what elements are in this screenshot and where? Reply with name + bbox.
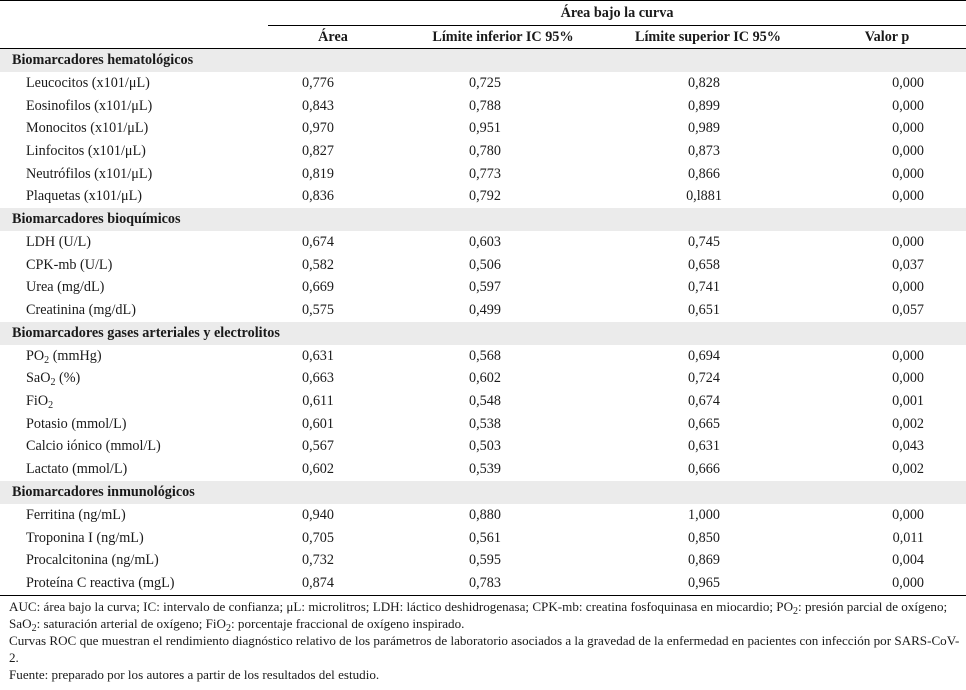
cell-area: 0,669 — [302, 279, 334, 296]
roc-note: Curvas ROC que muestran el rendimiento diagnóstico relativo de los parámetros de laboratorio asociados a la gravedad de la enfermedad en pacientes con infección por SARS-CoV-2. — [9, 632, 960, 665]
cell-lower: 0,788 — [469, 97, 501, 114]
cell-pvalue: 0,000 — [892, 188, 925, 205]
cell-lower: 0,597 — [469, 279, 501, 296]
section-title: Biomarcadores inmunológicos — [0, 481, 966, 504]
cell-pvalue: 0,000 — [892, 370, 925, 387]
cell-lower: 0,503 — [469, 438, 501, 455]
table-row — [0, 345, 966, 368]
cell-area: 0,874 — [268, 572, 398, 595]
cell-upper: 0,869 — [688, 552, 720, 569]
table-row — [0, 572, 966, 595]
cell-pvalue: 0,043 — [892, 438, 925, 455]
cell-area: 0,567 — [302, 438, 334, 455]
cell-pvalue: 0,000 — [892, 74, 925, 91]
cell-lower: 0,568 — [469, 347, 501, 364]
cell-area: 0,674 — [302, 233, 334, 250]
cell-lower: 0,602 — [469, 370, 501, 387]
table-row — [0, 231, 966, 254]
cell-upper: 0,666 — [688, 461, 720, 478]
table-row — [0, 299, 966, 322]
row-label: Monocitos (x101/μL) — [26, 120, 149, 137]
row-label: LDH (U/L) — [26, 233, 92, 250]
cell-lower: 0,603 — [469, 233, 501, 250]
cell-lower: 0,595 — [469, 552, 501, 569]
cell-pvalue: 0,000 — [892, 506, 925, 523]
cell-area: 0,970 — [302, 120, 334, 137]
cell-upper: 0,631 — [688, 438, 720, 455]
table-row — [0, 95, 966, 118]
section-header-row — [0, 49, 966, 73]
cell-pvalue: 0,001 — [892, 393, 925, 410]
cell-lower: 0,561 — [469, 529, 501, 546]
cell-pvalue: 0,057 — [892, 302, 925, 319]
cell-area: 0,776 — [302, 74, 334, 91]
row-label: Proteína C reactiva (mgL) — [0, 572, 268, 595]
table-row — [0, 140, 966, 163]
cell-pvalue: 0,000 — [892, 233, 925, 250]
cell-area: 0,827 — [302, 142, 334, 159]
cell-upper: 0,828 — [688, 74, 720, 91]
cell-area: 0,631 — [302, 347, 334, 364]
col-header-upper: Límite superior IC 95% — [608, 26, 808, 49]
cell-lower: 0,539 — [469, 461, 501, 478]
cell-lower: 0,548 — [469, 393, 501, 410]
cell-upper: 0,873 — [688, 142, 720, 159]
col-header-area: Área — [268, 26, 398, 49]
cell-upper: 0,674 — [688, 393, 720, 410]
row-label: SaO$_2$ (%) — [26, 370, 81, 389]
cell-area: 0,819 — [302, 165, 334, 182]
cell-pvalue: 0,000 — [808, 572, 966, 595]
row-label: $PO_2$ (mmHg) — [26, 347, 102, 366]
cell-area: 0,705 — [302, 529, 334, 546]
section-title: Biomarcadores gases arteriales y electrolitos — [0, 322, 966, 345]
cell-upper: 0,665 — [688, 415, 720, 432]
row-label: Eosinofilos (x101/μL) — [26, 97, 153, 114]
table-row — [0, 549, 966, 572]
table-row — [0, 72, 966, 95]
row-label: CPK-mb (U/L) — [26, 256, 113, 273]
row-label: Neutrófilos (x101/μL) — [26, 165, 153, 182]
cell-upper: 0,724 — [688, 370, 720, 387]
row-label: Linfocitos (x101/μL) — [26, 142, 146, 159]
section-header-row — [0, 208, 966, 231]
cell-pvalue: 0,004 — [892, 552, 925, 569]
cell-upper: 0,741 — [688, 279, 720, 296]
abbreviations-note: AUC: área bajo la curva; IC: intervalo de confianza; μL: microlitros; LDH: láctico deshidrogenasa; CPK-mb: creatina fosfoquinasa en miocardio; $PO_2$: presión parcial de oxígeno; SaO$_2$: saturación arterial de oxígeno; FiO$_2$: porcentaje fraccional de oxígeno inspirado. — [9, 598, 948, 634]
table-row — [0, 117, 966, 140]
section-title: Biomarcadores bioquímicos — [0, 208, 966, 231]
table-row — [0, 504, 966, 527]
row-label: Plaquetas (x101/μL) — [26, 188, 142, 205]
cell-upper: 0,850 — [688, 529, 720, 546]
cell-upper: 0,694 — [688, 347, 720, 364]
table-row — [0, 413, 966, 436]
cell-lower: 0,792 — [469, 188, 501, 205]
source-note: Fuente: preparado por los autores a partir de los resultados del estudio. — [9, 666, 380, 682]
cell-upper: 0,965 — [608, 572, 808, 595]
cell-lower: 0,538 — [469, 415, 501, 432]
cell-pvalue: 0,000 — [892, 120, 925, 137]
cell-upper: 0,l881 — [686, 188, 722, 205]
cell-upper: 0,989 — [688, 120, 720, 137]
cell-lower: 0,880 — [469, 506, 501, 523]
header-group-row — [0, 1, 966, 26]
table-row — [0, 527, 966, 550]
cell-lower: 0,773 — [469, 165, 501, 182]
cell-area: 0,601 — [302, 415, 334, 432]
section-header-row — [0, 481, 966, 504]
table-row — [0, 163, 966, 186]
table-row — [0, 277, 966, 300]
cell-lower: 0,951 — [469, 120, 501, 137]
cell-lower: 0,506 — [469, 256, 501, 273]
cell-pvalue: 0,000 — [892, 97, 925, 114]
cell-pvalue: 0,000 — [892, 165, 925, 182]
cell-area: 0,575 — [302, 302, 334, 319]
table-row — [0, 436, 966, 459]
row-label: Lactato (mmol/L) — [26, 461, 128, 478]
cell-pvalue: 0,037 — [892, 256, 925, 273]
row-label: Ferritina (ng/mL) — [26, 506, 126, 523]
row-label: Leucocitos (x101/μL) — [26, 74, 150, 91]
table-row — [0, 254, 966, 277]
cell-lower: 0,780 — [469, 142, 501, 159]
cell-lower: 0,499 — [469, 302, 501, 319]
cell-upper: 1,000 — [688, 506, 720, 523]
row-label: Potasio (mmol/L) — [26, 415, 127, 432]
cell-upper: 0,866 — [688, 165, 720, 182]
cell-area: 0,611 — [302, 393, 334, 410]
section-title: Biomarcadores hematológicos — [0, 49, 966, 73]
row-label: Procalcitonina (ng/mL) — [26, 552, 159, 569]
group-header-title: Área bajo la curva — [268, 1, 966, 26]
cell-area: 0,663 — [302, 370, 334, 387]
cell-area: 0,732 — [302, 552, 334, 569]
table-row — [0, 458, 966, 481]
row-label: Creatinina (mg/dL) — [26, 302, 136, 319]
cell-upper: 0,658 — [688, 256, 720, 273]
col-header-pvalue: Valor p — [808, 26, 966, 49]
column-header-row — [0, 26, 966, 49]
cell-pvalue: 0,002 — [892, 461, 925, 478]
table-row — [0, 390, 966, 413]
cell-lower: 0,783 — [398, 572, 608, 595]
row-label: FiO$_2$ — [26, 393, 54, 412]
cell-upper: 0,745 — [688, 233, 720, 250]
section-header-row — [0, 322, 966, 345]
cell-upper: 0,651 — [688, 302, 720, 319]
cell-area: 0,843 — [302, 97, 334, 114]
col-header-lower: Límite inferior IC 95% — [398, 26, 608, 49]
cell-pvalue: 0,002 — [892, 415, 925, 432]
cell-area: 0,602 — [302, 461, 334, 478]
table-notes — [0, 598, 966, 683]
table-row — [0, 368, 966, 391]
cell-pvalue: 0,000 — [892, 142, 925, 159]
cell-pvalue: 0,000 — [892, 279, 925, 296]
table-row — [0, 185, 966, 208]
cell-area: 0,836 — [302, 188, 334, 205]
row-label: Urea (mg/dL) — [26, 279, 105, 296]
cell-area: 0,582 — [302, 256, 334, 273]
cell-lower: 0,725 — [469, 74, 501, 91]
cell-pvalue: 0,000 — [892, 347, 925, 364]
cell-area: 0,940 — [302, 506, 334, 523]
cell-upper: 0,899 — [688, 97, 720, 114]
row-label: Troponina I (ng/mL) — [26, 529, 144, 546]
row-label: Calcio iónico (mmol/L) — [26, 438, 161, 455]
cell-pvalue: 0,011 — [892, 529, 925, 546]
